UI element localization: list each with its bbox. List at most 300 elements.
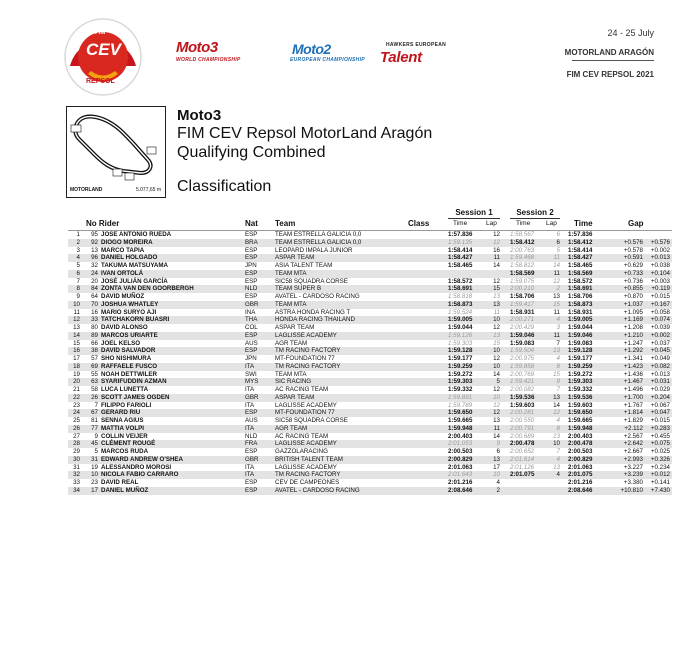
session2-time-cell: 1:58.567 — [510, 231, 535, 238]
gap-cell: +1.814 — [623, 409, 643, 417]
nationality-cell: ITA — [245, 471, 255, 479]
team-cell: ASPAR TEAM — [275, 254, 315, 262]
session2-lap-cell: 7 — [556, 448, 560, 455]
session1-lap-cell: 5 — [496, 378, 500, 386]
event-dates: 24 - 25 July — [607, 28, 654, 38]
session2-time-cell: 1:59.536 — [510, 393, 535, 401]
rider-number-cell: 7 — [94, 401, 98, 409]
session1-time-cell: 2:01.063 — [448, 463, 473, 471]
gap-cell: +1.829 — [623, 417, 643, 424]
team-cell: TM RACING FACTORY — [275, 362, 341, 370]
session1-lap-cell: 11 — [493, 424, 500, 432]
nationality-cell: BRA — [245, 238, 258, 246]
interval-cell: +0.058 — [650, 308, 670, 316]
gap-cell: +1.767 — [623, 401, 643, 409]
rider-number-cell: 84 — [91, 285, 98, 293]
table-row — [68, 394, 672, 402]
interval-cell: +0.015 — [650, 293, 670, 300]
session1-header: Session 1 — [455, 208, 493, 217]
cev-repsol-logo — [62, 16, 144, 98]
position-cell: 29 — [73, 448, 80, 455]
table-row — [68, 309, 672, 317]
team-cell: AVATEL - CARDOSO RACING — [275, 486, 360, 494]
rider-number-cell: 95 — [91, 231, 98, 238]
session2-lap-cell: 12 — [553, 409, 560, 417]
table-row — [68, 332, 672, 340]
best-time-cell: 1:58.427 — [568, 254, 593, 262]
session2-lap-cell: 7 — [556, 386, 560, 393]
interval-cell: +0.039 — [650, 324, 670, 331]
cev-logo-fim: FIM — [95, 30, 106, 36]
position-cell: 27 — [73, 432, 80, 440]
rider-number-cell: 67 — [91, 409, 98, 417]
best-time-cell: 1:59.259 — [568, 362, 593, 370]
table-row — [68, 402, 672, 410]
session2-lap-cell: 2 — [556, 285, 560, 293]
team-cell: BRITISH TALENT TEAM — [275, 455, 343, 463]
session1-time-cell: 1:59.303 — [448, 378, 473, 386]
table-row — [68, 278, 672, 286]
gap-cell: +2.642 — [623, 440, 643, 448]
nationality-cell: ESP — [245, 347, 258, 355]
rider-number-cell: 81 — [91, 417, 98, 424]
rider-name-cell: DIOGO MOREIRA — [101, 238, 153, 246]
session2-time-cell: 2:01.126 — [510, 463, 535, 471]
nationality-cell: SWI — [245, 370, 257, 378]
position-cell: 28 — [73, 440, 80, 448]
nationality-cell: GBR — [245, 393, 259, 401]
table-row — [68, 239, 672, 247]
session1-lap-cell: 14 — [493, 432, 500, 440]
position-cell: 26 — [73, 424, 80, 432]
gap-cell: +1.423 — [623, 362, 643, 370]
interval-cell: +0.013 — [650, 254, 670, 262]
gap-cell: +1.292 — [623, 347, 643, 355]
best-time-cell: 1:59.665 — [568, 417, 593, 424]
hawkers-logo-text: HAWKERS EUROPEAN — [386, 42, 447, 48]
table-row — [68, 417, 672, 425]
session1-lap-cell: 15 — [493, 285, 500, 293]
session1-time-cell: 1:59.524 — [448, 308, 473, 316]
session1-lap-cell: 10 — [493, 362, 500, 370]
gap-header: Gap — [628, 219, 644, 228]
rider-name-cell: SHO NISHIMURA — [101, 355, 152, 362]
rider-number-cell: 16 — [91, 308, 98, 316]
gap-cell: +3.239 — [623, 471, 643, 479]
gap-cell: +3.380 — [623, 479, 643, 486]
rider-number-cell: 17 — [91, 486, 98, 494]
rider-name-cell: SYARIFUDDIN AZMAN — [101, 378, 167, 386]
gap-cell: +2.993 — [623, 455, 643, 463]
best-time-cell: 1:59.005 — [568, 316, 593, 324]
best-time-cell: 1:59.177 — [568, 355, 593, 362]
rider-name-cell: DANIEL HOLGADO — [101, 254, 158, 262]
team-cell: TM RACING FACTORY — [275, 471, 341, 479]
rider-name-cell: TAKUMA MATSUYAMA — [101, 262, 169, 269]
session1-time-cell: 1:58.873 — [448, 300, 473, 308]
gap-cell: +2.667 — [623, 448, 643, 455]
gap-cell: +1.169 — [623, 316, 643, 324]
best-time-cell: 1:58.412 — [568, 238, 593, 246]
session1-lap-cell: 12 — [493, 324, 500, 331]
rider-name-cell: JOSÉ JULIÁN GARCÍA — [101, 277, 168, 285]
position-cell: 18 — [73, 362, 80, 370]
session2-time-cell: 2:00.791 — [510, 424, 535, 432]
session2-lap-cell: 10 — [553, 440, 560, 448]
rider-number-cell: 9 — [94, 432, 98, 440]
session2-lap-cell: 13 — [553, 347, 560, 355]
session1-lap-cell: 11 — [493, 254, 500, 262]
repsol-logo-text: REPSOL — [86, 78, 115, 85]
table-row — [68, 262, 672, 270]
track-name: MOTORLAND — [70, 187, 103, 193]
nationality-cell: ITA — [245, 362, 255, 370]
session1-time-cell: 1:59.665 — [448, 417, 473, 424]
nationality-cell: MYS — [245, 378, 259, 386]
rider-name-cell: NICOLA FABIO CARRARO — [101, 471, 179, 479]
nationality-cell: FRA — [245, 440, 258, 448]
nationality-cell: ITA — [245, 424, 255, 432]
interval-cell: +0.204 — [650, 393, 670, 401]
nationality-cell: ESP — [245, 409, 258, 417]
session1-lap-cell: 6 — [496, 448, 500, 455]
best-time-header: Time — [574, 219, 593, 228]
session2-lap-cell: 4 — [556, 455, 560, 463]
best-time-cell: 1:58.569 — [568, 269, 593, 277]
table-row — [68, 363, 672, 371]
rider-number-cell: 57 — [91, 355, 98, 362]
session2-time-cell: 2:01.075 — [510, 471, 535, 479]
s2-lap-header: Lap — [546, 220, 557, 227]
nationality-cell: THA — [245, 316, 258, 324]
category-title: Moto3 — [177, 107, 222, 124]
nationality-cell: ESP — [245, 277, 258, 285]
best-time-cell: 2:01.216 — [568, 479, 593, 486]
gap-cell: +0.576 — [623, 238, 643, 246]
position-cell: 10 — [73, 300, 80, 308]
session1-lap-cell: 13 — [493, 300, 500, 308]
track-length: 5.077,65 m — [135, 187, 161, 193]
session1-time-cell: 2:00.403 — [448, 432, 473, 440]
gap-cell: +1.496 — [623, 386, 643, 393]
gap-cell: +1.467 — [623, 378, 643, 386]
session2-lap-cell: 3 — [556, 324, 560, 331]
table-row — [68, 347, 672, 355]
session2-lap-cell: 15 — [553, 300, 560, 308]
session1-lap-cell: 12 — [493, 386, 500, 393]
session1-lap-cell: 10 — [493, 316, 500, 324]
rider-name-cell: SCOTT JAMES OGDEN — [101, 393, 170, 401]
team-cell: LAGLISSE ACADEMY — [275, 440, 337, 448]
session1-time-cell: 1:59.005 — [448, 316, 473, 324]
session2-time-cell: 1:59.603 — [510, 401, 535, 409]
session1-time-cell: 2:01.643 — [448, 471, 473, 479]
position-cell: 6 — [76, 269, 80, 277]
session2-lap-cell: 4 — [556, 355, 560, 362]
rider-number-cell: 77 — [91, 424, 98, 432]
session1-lap-cell: 13 — [493, 417, 500, 424]
gap-cell: +1.037 — [623, 300, 643, 308]
session1-time-cell: 1:59.948 — [448, 424, 473, 432]
table-row — [68, 378, 672, 386]
position-cell: 24 — [73, 409, 80, 417]
interval-cell: +0.003 — [650, 277, 670, 285]
table-row — [68, 293, 672, 301]
interval-cell: +0.038 — [650, 262, 670, 269]
position-cell: 33 — [73, 479, 80, 486]
session2-time-cell: 2:00.652 — [510, 448, 535, 455]
table-row — [68, 425, 672, 433]
session2-time-cell: 2:00.763 — [510, 246, 535, 254]
gap-cell: +0.870 — [623, 293, 643, 300]
session1-lap-cell: 16 — [493, 246, 500, 254]
nationality-cell: GBR — [245, 455, 259, 463]
session2-time-cell: 2:00.271 — [510, 316, 535, 324]
session2-lap-cell: 6 — [556, 231, 560, 238]
rider-number-cell: 96 — [91, 254, 98, 262]
gap-cell: +0.733 — [623, 269, 643, 277]
team-cell: AVATEL - CARDOSO RACING — [275, 293, 360, 300]
table-row — [68, 231, 672, 239]
interval-cell: +0.067 — [650, 401, 670, 409]
interval-cell: +0.002 — [650, 246, 670, 254]
gap-cell: +1.095 — [623, 308, 643, 316]
rider-name-cell: DAVID ALONSO — [101, 324, 148, 331]
session1-lap-cell: 13 — [493, 331, 500, 339]
team-cell: LAGLISSE ACADEMY — [275, 401, 337, 409]
session2-time-cell: 1:59.083 — [510, 339, 535, 347]
session2-time-cell: 1:59.858 — [510, 362, 535, 370]
session2-lap-cell: 11 — [553, 308, 560, 316]
interval-cell: +0.045 — [650, 347, 670, 355]
team-cell: TEAM ESTRELLA GALICIA 0,0 — [275, 238, 362, 246]
team-cell: SIC58 SQUADRA CORSE — [275, 277, 348, 285]
rider-name-cell: MARCOS URIARTE — [101, 331, 158, 339]
session1-lap-cell: 4 — [496, 479, 500, 486]
session1-time-cell: 1:59.891 — [448, 393, 473, 401]
rider-number-cell: 69 — [91, 362, 98, 370]
team-cell: TEAM MTA — [275, 269, 307, 277]
rider-number-cell: 89 — [91, 331, 98, 339]
session2-lap-cell: 8 — [556, 424, 560, 432]
nationality-cell: ITA — [245, 463, 255, 471]
rider-number-cell: 80 — [91, 324, 98, 331]
session1-time-cell: 1:58.818 — [448, 293, 473, 300]
session2-lap-cell: 5 — [556, 246, 560, 254]
team-cell: MT-FOUNDATION 77 — [275, 409, 335, 417]
team-cell: LEOPARD IMPALA JUNIOR — [275, 246, 353, 254]
best-time-cell: 1:58.931 — [568, 308, 593, 316]
team-cell: MT-FOUNDATION 77 — [275, 355, 335, 362]
moto3-logo-sub: WORLD CHAMPIONSHIP — [176, 57, 241, 63]
session1-lap-cell: 12 — [493, 401, 500, 409]
interval-cell: +0.234 — [650, 463, 670, 471]
session2-time-cell: 1:59.417 — [510, 300, 535, 308]
session2-lap-cell: 13 — [553, 393, 560, 401]
s1-time-header: Time — [453, 220, 468, 227]
nationality-cell: ESP — [245, 246, 258, 254]
best-time-cell: 1:58.706 — [568, 293, 593, 300]
session2-lap-cell: 9 — [556, 378, 560, 386]
team-cell: SIC RACING — [275, 378, 312, 386]
session2-time-cell: 1:59.504 — [510, 347, 535, 355]
best-time-cell: 1:59.083 — [568, 339, 593, 347]
interval-cell: +0.455 — [650, 432, 670, 440]
position-cell: 16 — [73, 347, 80, 355]
best-time-cell: 2:00.478 — [568, 440, 593, 448]
session2-lap-cell: 13 — [553, 293, 560, 300]
session1-lap-cell: 15 — [493, 339, 500, 347]
interval-cell: +0.283 — [650, 424, 670, 432]
moto3-logo: Moto3 — [176, 39, 218, 56]
position-cell: 7 — [76, 277, 80, 285]
results-table — [68, 208, 672, 495]
position-cell: 32 — [73, 471, 80, 479]
nationality-cell: COL — [245, 324, 258, 331]
team-cell: HONDA RACING THAILAND — [275, 316, 355, 324]
session1-time-cell: 1:59.789 — [448, 401, 473, 409]
session1-lap-cell: 10 — [493, 393, 500, 401]
rider-name-cell: COLLIN VEIJER — [101, 432, 148, 440]
position-cell: 20 — [73, 378, 80, 386]
rider-name-cell: ZONTA VAN DEN GOORBERGH — [101, 285, 194, 293]
rider-number-cell: 13 — [91, 246, 98, 254]
rider-name-cell: MARCO TAPIA — [101, 246, 145, 254]
rider-name-cell: DAVID MUÑOZ — [101, 293, 145, 300]
table-row — [68, 254, 672, 262]
team-cell: ASIA TALENT TEAM — [275, 262, 333, 269]
session1-time-cell: 1:59.272 — [448, 370, 473, 378]
session1-lap-cell: 9 — [496, 440, 500, 448]
session1-lap-cell: 17 — [493, 463, 500, 471]
moto2-logo-sub: EUROPEAN CHAMPIONSHIP — [290, 57, 365, 63]
rider-number-cell: 5 — [94, 448, 98, 455]
nationality-cell: JPN — [245, 355, 257, 362]
nationality-cell: NLD — [245, 285, 258, 293]
session2-time-cell: 1:59.421 — [510, 378, 535, 386]
best-time-cell: 1:57.836 — [568, 231, 593, 238]
best-time-cell: 1:59.272 — [568, 370, 593, 378]
position-cell: 5 — [76, 262, 80, 269]
interval-cell: +0.074 — [650, 316, 670, 324]
best-time-cell: 1:59.046 — [568, 331, 593, 339]
position-cell: 15 — [73, 339, 80, 347]
nat-header: Nat — [245, 219, 258, 228]
s2-time-header: Time — [516, 220, 531, 227]
position-cell: 34 — [73, 486, 80, 494]
interval-cell: +0.167 — [650, 300, 670, 308]
nationality-cell: ESP — [245, 293, 258, 300]
position-cell: 13 — [73, 324, 80, 331]
table-header-row-2 — [68, 219, 672, 230]
session2-time-cell: 1:59.468 — [510, 254, 535, 262]
session2-time-cell: 1:58.931 — [510, 308, 535, 316]
nationality-cell: ESP — [245, 486, 258, 494]
session2-time-cell: 2:00.975 — [510, 355, 535, 362]
session2-time-cell: 1:58.706 — [510, 293, 535, 300]
session2-time-cell: 2:00.210 — [510, 285, 535, 293]
best-time-cell: 2:00.503 — [568, 448, 593, 455]
interval-cell: +0.031 — [650, 378, 670, 386]
best-time-cell: 1:59.128 — [568, 347, 593, 355]
table-row — [68, 440, 672, 448]
session1-lap-cell: 10 — [493, 347, 500, 355]
rider-number-cell: 58 — [91, 386, 98, 393]
session1-time-cell: 1:59.128 — [448, 347, 473, 355]
session2-time-cell: 2:00.281 — [510, 409, 535, 417]
session1-time-cell: 1:58.427 — [448, 254, 473, 262]
gap-cell: +3.227 — [623, 463, 643, 471]
best-time-cell: 1:59.303 — [568, 378, 593, 386]
session1-time-cell: 2:01.053 — [448, 440, 473, 448]
session1-time-cell: 2:00.829 — [448, 455, 473, 463]
interval-cell: +0.141 — [650, 479, 670, 486]
session2-lap-cell: 6 — [556, 238, 560, 246]
session1-time-cell: 1:59.126 — [448, 331, 473, 339]
rider-name-cell: JOSE ANTONIO RUEDA — [101, 231, 172, 238]
gap-cell: +0.578 — [623, 246, 643, 254]
table-row — [68, 340, 672, 348]
nationality-cell: AUS — [245, 417, 258, 424]
position-cell: 22 — [73, 393, 80, 401]
session2-lap-cell: 7 — [556, 339, 560, 347]
rider-number-cell: 10 — [91, 471, 98, 479]
position-cell: 17 — [73, 355, 80, 362]
table-row — [68, 355, 672, 363]
rider-name-cell: GERARD RIU — [101, 409, 141, 417]
session2-lap-cell: 13 — [553, 463, 560, 471]
gap-cell: +0.736 — [623, 277, 643, 285]
nationality-cell: ESP — [245, 269, 258, 277]
session2-header: Session 2 — [516, 208, 554, 217]
team-cell: TEAM MTA — [275, 370, 307, 378]
table-row — [68, 409, 672, 417]
team-cell: ASPAR TEAM — [275, 393, 315, 401]
position-cell: 9 — [76, 293, 80, 300]
gap-cell: +1.247 — [623, 339, 643, 347]
best-time-cell: 2:00.829 — [568, 455, 593, 463]
best-time-cell: 1:59.332 — [568, 386, 593, 393]
gap-cell: +1.210 — [623, 331, 643, 339]
table-row — [68, 479, 672, 487]
session1-lap-cell: 12 — [493, 355, 500, 362]
rider-name-cell: DAVID SALVADOR — [101, 347, 156, 355]
position-cell: 3 — [76, 246, 80, 254]
interval-cell: +0.002 — [650, 331, 670, 339]
session1-lap-cell: 13 — [493, 293, 500, 300]
nationality-cell: ESP — [245, 448, 258, 455]
session1-time-cell: 1:58.465 — [448, 262, 473, 269]
team-cell: AGR TEAM — [275, 339, 308, 347]
rider-number-cell: 64 — [91, 293, 98, 300]
team-cell: SIC58 SQUADRA CORSE — [275, 417, 348, 424]
session2-lap-cell: 4 — [556, 316, 560, 324]
rider-name-cell: MARCOS RUDA — [101, 448, 149, 455]
rider-number-cell: 23 — [91, 479, 98, 486]
best-time-cell: 2:01.063 — [568, 463, 593, 471]
position-cell: 25 — [73, 417, 80, 424]
rider-number-cell: 20 — [91, 277, 98, 285]
team-cell: ASPAR TEAM — [275, 324, 315, 331]
rider-name-cell: CLÉMENT ROUGÉ — [101, 440, 156, 448]
gap-cell: +1.341 — [623, 355, 643, 362]
nationality-cell: AUS — [245, 339, 258, 347]
interval-cell: +0.119 — [651, 285, 670, 293]
table-row — [68, 371, 672, 379]
table-body — [68, 231, 672, 495]
session1-lap-cell: 14 — [493, 370, 500, 378]
best-time-cell: 1:59.948 — [568, 424, 593, 432]
